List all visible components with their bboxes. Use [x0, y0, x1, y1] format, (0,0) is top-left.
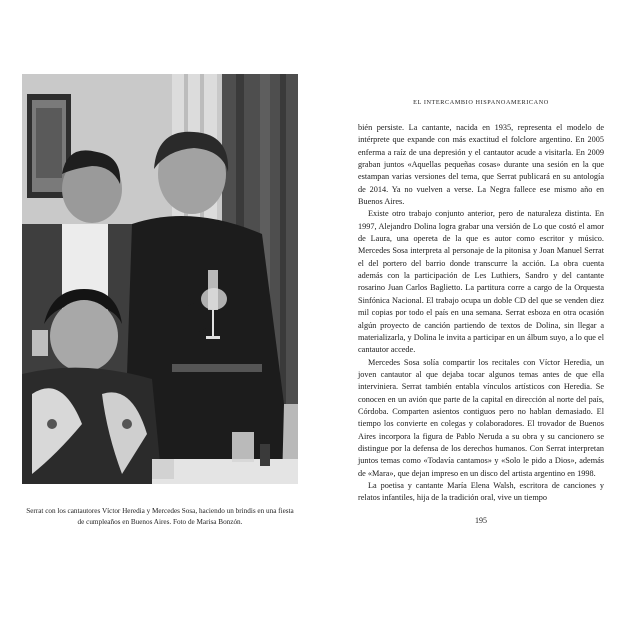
right-page	[320, 0, 640, 640]
body-text	[358, 122, 604, 505]
page-number: 195	[475, 516, 487, 525]
photo-illustration	[22, 74, 298, 484]
paragraph: La poetisa y cantante María Elena Walsh, escritora de canciones y relatos infantiles, hija de la tradición oral, vive un tiempo	[358, 480, 604, 503]
running-head: EL INTERCAMBIO HISPANOAMERICANO	[413, 99, 549, 106]
paragraph: Mercedes Sosa solía compartir los recitales con Víctor Heredia, un joven cantautor al que dejaba tocar algunos temas antes de que ella interviniera. Serrat también entabla vínculos artísticos con Heredia. Se conocen en un avión que parte de la capital en dirección al norte del país, Córdoba. Comparten asientos contiguos pero no hablan demasiado. El tiempo los convierte en colegas y colaboradores. El trovador de Buenos Aires incorpora la figura de Pablo Neruda a su obra y su cancionero se distingue por la defensa de los derechos humanos. Con Serrat interpretan juntos temas como «Todavía cantamos» y «Solo le pido a Dios», además de «Mara», que dejan impreso en un disco del artista argentino en 1998.	[358, 357, 604, 478]
paragraph: Existe otro trabajo conjunto anterior, pero de naturaleza distinta. En 1997, Alejandro Dolina logra grabar una versión de Lo que costó el amor de Laura, una opereta de la que es autor como escritor y músico. Mercedes Sosa interpreta al personaje de la pitonisa y Joan Manuel Serrat el del portero del barrio donde transcurre la acción. La obra cuenta además con la participación de Les Luthiers, Sandro y del cantante rosarino Juan Carlos Baglietto. La partitura corre a cargo de la Orquesta Sinfónica Nacional. El trabajo ocupa un doble CD del que se venden diez mil copias por todo el país en una semana. Serrat esboza en otra ocasión algún proyecto de canción partiendo de textos de Dolina, sin llegar a materializarla, y Dolina le invita a participar en un álbum suyo, a lo que el cantautor accede.	[358, 209, 604, 355]
paragraph: bién persiste. La cantante, nacida en 1935, representa el modelo de intérprete que expande con más exactitud el folclore argentino. En 2005 enferma a raíz de una depresión y el cantautor acude a visitarla. En 2009 graban juntos «Aquellas pequeñas cosas» durante una sesión en la que estampan varias versiones del tema, que Serrat publicará en su antología de 2014. Ya no vuelven a verse. La Negra fallece ese mismo año en Buenos Aires.	[358, 123, 604, 207]
black-and-white-photo	[22, 74, 298, 484]
photo-caption: Serrat con los cantautores Víctor Heredia y Mercedes Sosa, haciendo un brindis en una fiesta de cumpleaños en Buenos Aires. Foto de Marisa Bonzón.	[26, 507, 294, 526]
